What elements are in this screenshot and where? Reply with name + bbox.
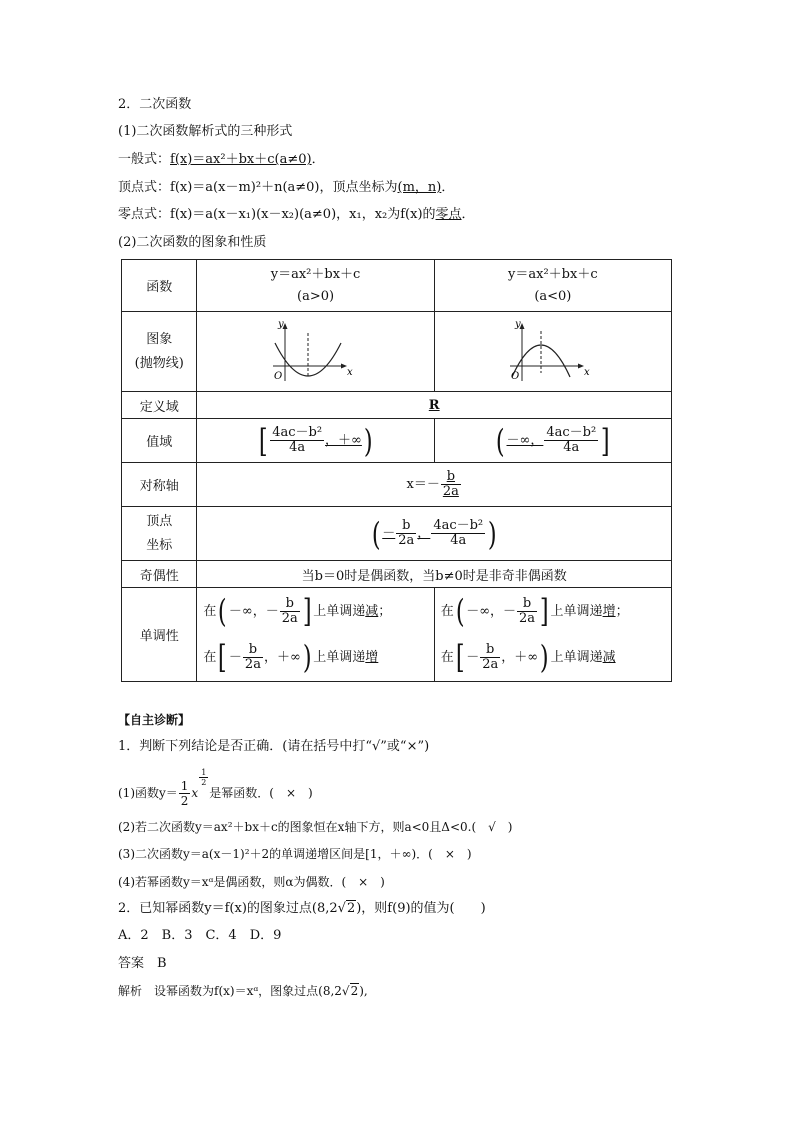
header-range: 值域	[122, 419, 197, 463]
header-domain: 定义域	[122, 392, 197, 419]
x-label: x	[346, 366, 353, 378]
origin-label: O	[510, 370, 520, 382]
diagnosis-title: 【自主诊断】	[118, 713, 191, 727]
row-range	[122, 419, 672, 463]
answer: 答案 B	[118, 956, 167, 971]
subsection-graphs: (2)二次函数的图象和性质	[118, 235, 267, 250]
graph-downward-cell	[434, 312, 671, 392]
vertex-value: ( － $\frac{b}{2a}$ ， $\frac{\text{4ac－b²}}{4a}$ )	[197, 507, 672, 561]
header-vertex: 顶点 坐标	[122, 507, 197, 561]
graph-upward-cell	[197, 312, 434, 392]
parity-value: 当b＝0时是偶函数，当b≠0时是非奇非偶函数	[197, 561, 672, 588]
question-1: 1．判断下列结论是否正确．(请在括号中打“√”或“×”)	[118, 739, 430, 754]
y-label: y	[514, 318, 521, 330]
range-right: ( －∞， $\frac{\text{4ac－b²}}{4a}$ ]	[434, 419, 671, 463]
options: A．2 B．3 C．4 D．9	[118, 928, 282, 943]
question-1-2: (2)若二次函数y＝ax²＋bx＋c的图象恒在x轴下方，则a<0且Δ<0.( √ )	[118, 820, 513, 834]
header-function: 函数	[122, 260, 197, 312]
parabola-down-graph	[508, 319, 598, 385]
vertex-form: 顶点式：f(x)＝a(x－m)²＋n(a≠0)，顶点坐标为(m，n)．	[118, 180, 455, 195]
zero-form: 零点式：f(x)＝a(x－x₁)(x－x₂)(a≠0)，x₁，x₂为f(x)的零点．	[118, 207, 475, 222]
monotonicity-left: 在( －∞，－ $\frac{b}{2a}$ ] 上单调递减； 在[ － $\frac{b}{2a}$ ，＋∞) 上单调递增	[197, 588, 434, 682]
function-right: y＝ax²＋bx＋c (a<0)	[434, 260, 671, 312]
origin-label: O	[273, 370, 282, 382]
quadratic-properties-table	[121, 259, 672, 682]
row-vertex	[122, 507, 672, 561]
analysis: 解析 设幂函数为f(x)＝xᵅ，图象过点(8,2√2),	[118, 984, 368, 998]
range-left: [ $\frac{\text{4ac－b²}}{4a}$ ，＋∞)	[197, 419, 434, 463]
header-parity: 奇偶性	[122, 561, 197, 588]
question-2: 2．已知幂函数y＝f(x)的图象过点(8,2√2)，则f(9)的值为( )	[118, 901, 486, 916]
header-graph: 图象 (抛物线)	[122, 312, 197, 392]
header-monotonicity: 单调性	[122, 588, 197, 682]
section-heading: 2．二次函数	[118, 97, 192, 112]
row-function	[122, 260, 672, 312]
vertex-coordinate: (m，n)	[397, 180, 442, 195]
row-graph	[122, 312, 672, 392]
question-1-4: (4)若幂函数y＝xᵅ是偶函数，则α为偶数．( × )	[118, 875, 385, 889]
domain-value: R	[197, 392, 672, 419]
row-axis	[122, 463, 672, 507]
general-formula: f(x)＝ax²＋bx＋c(a≠0)	[170, 152, 312, 167]
question-1-3: (3)二次函数y＝a(x－1)²＋2的单调递增区间是[1，＋∞)．( × )	[118, 847, 472, 861]
row-parity	[122, 561, 672, 588]
parabola-up-graph	[271, 319, 361, 385]
function-left: y＝ax²＋bx＋c (a>0)	[197, 260, 434, 312]
y-label: y	[277, 318, 284, 330]
x-label: x	[583, 366, 590, 378]
header-axis: 对称轴	[122, 463, 197, 507]
question-1-1: (1)函数y＝ $\frac{1}{2}$ x $\frac{1}{2}$ 是幂函数．( × )	[118, 768, 313, 808]
subsection-forms: (1)二次函数解析式的三种形式	[118, 124, 293, 139]
monotonicity-right: 在( －∞，－ $\frac{b}{2a}$ ] 上单调递增； 在[ － $\frac{b}{2a}$ ，＋∞) 上单调递减	[434, 588, 671, 682]
row-domain	[122, 392, 672, 419]
axis-value: x＝－ $\frac{b}{2a}$	[197, 463, 672, 507]
row-monotonicity	[122, 588, 672, 682]
zero-term: 零点	[435, 207, 462, 222]
general-form: 一般式：f(x)＝ax²＋bx＋c(a≠0)．	[118, 152, 325, 167]
